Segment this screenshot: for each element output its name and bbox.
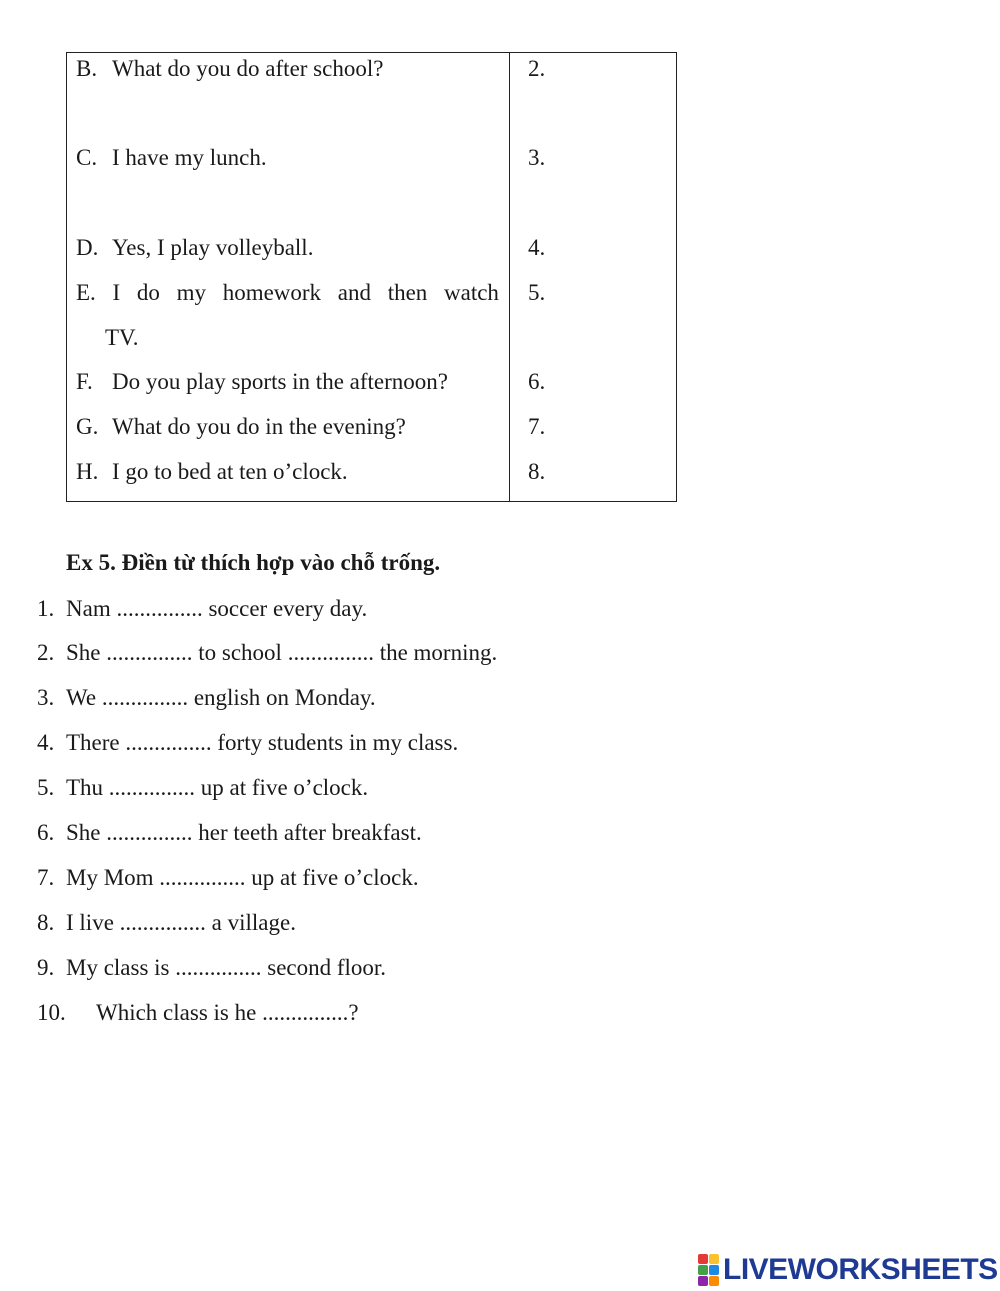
exercise-heading: Ex 5. Điền từ thích hợp vào chỗ trống. bbox=[66, 550, 441, 575]
item-text: There ............... forty students in my class. bbox=[66, 730, 459, 755]
item-text: Nam ............... soccer every day. bbox=[66, 596, 368, 621]
exercise-item bbox=[37, 998, 359, 1028]
exercise-item bbox=[37, 638, 497, 668]
row-text: What do you do after school? bbox=[112, 56, 384, 81]
exercise-item bbox=[37, 728, 458, 758]
logo-text: LIVEWORKSHEETS bbox=[723, 1253, 998, 1286]
item-text: Thu ............... up at five o’clock. bbox=[66, 775, 369, 800]
row-text-continuation: TV. bbox=[105, 325, 139, 350]
exercise-item bbox=[37, 863, 419, 893]
logo-block bbox=[709, 1265, 719, 1275]
item-text: My Mom ............... up at five o’clock. bbox=[66, 865, 419, 890]
row-letter: E. bbox=[76, 280, 96, 305]
row-number: 6. bbox=[528, 369, 546, 394]
table-row-e bbox=[76, 278, 499, 308]
logo-blocks-icon bbox=[698, 1254, 719, 1286]
table-row-g bbox=[76, 412, 406, 442]
item-text: Which class is he ...............? bbox=[96, 1000, 359, 1025]
item-number: 10. bbox=[37, 1000, 66, 1025]
exercise-item bbox=[37, 594, 367, 624]
exercise-item bbox=[37, 908, 296, 938]
item-text: My class is ............... second floor. bbox=[66, 955, 387, 980]
row-text: I have my lunch. bbox=[112, 145, 267, 170]
row-letter: C. bbox=[76, 145, 98, 170]
table-row-d bbox=[76, 233, 313, 263]
row-letter: D. bbox=[76, 235, 99, 260]
logo-block bbox=[709, 1254, 719, 1264]
row-letter: B. bbox=[76, 56, 98, 81]
row-word: then bbox=[387, 280, 428, 305]
item-number: 3. bbox=[37, 685, 55, 710]
item-text: We ............... english on Monday. bbox=[66, 685, 376, 710]
row-number: 7. bbox=[528, 414, 546, 439]
row-word: I bbox=[112, 280, 121, 305]
item-number: 9. bbox=[37, 955, 55, 980]
matching-table bbox=[66, 52, 677, 502]
logo-block bbox=[698, 1276, 708, 1286]
table-row-f bbox=[76, 367, 448, 397]
item-number: 7. bbox=[37, 865, 55, 890]
logo-block bbox=[698, 1265, 708, 1275]
row-number: 2. bbox=[528, 56, 546, 81]
item-text: I live ............... a village. bbox=[66, 910, 296, 935]
row-letter: H. bbox=[76, 459, 99, 484]
column-divider bbox=[509, 53, 510, 501]
exercise-item bbox=[37, 953, 386, 983]
row-number: 4. bbox=[528, 235, 546, 260]
row-text: Do you play sports in the afternoon? bbox=[112, 369, 448, 394]
table-row-c bbox=[76, 143, 267, 173]
row-word: my bbox=[176, 280, 206, 305]
liveworksheets-logo bbox=[698, 1254, 998, 1286]
row-text: I go to bed at ten o’clock. bbox=[112, 459, 348, 484]
item-text: She ............... her teeth after breakfast. bbox=[66, 820, 422, 845]
row-word: do bbox=[136, 280, 160, 305]
row-number: 3. bbox=[528, 145, 546, 170]
row-number: 8. bbox=[528, 459, 546, 484]
exercise-item bbox=[37, 683, 376, 713]
item-text: She ............... to school ............... the morning. bbox=[66, 640, 498, 665]
item-number: 4. bbox=[37, 730, 55, 755]
row-word: homework bbox=[222, 280, 322, 305]
table-row-b bbox=[76, 54, 383, 84]
row-letter: G. bbox=[76, 414, 99, 439]
exercise-item bbox=[37, 818, 422, 848]
item-number: 2. bbox=[37, 640, 55, 665]
row-text: Yes, I play volleyball. bbox=[112, 235, 314, 260]
table-row-h bbox=[76, 457, 348, 487]
row-word: and bbox=[337, 280, 371, 305]
row-word: watch bbox=[444, 280, 499, 305]
logo-block bbox=[698, 1254, 708, 1264]
item-number: 8. bbox=[37, 910, 55, 935]
item-number: 5. bbox=[37, 775, 55, 800]
item-number: 6. bbox=[37, 820, 55, 845]
logo-block bbox=[709, 1276, 719, 1286]
item-number: 1. bbox=[37, 596, 55, 621]
row-letter: F. bbox=[76, 369, 93, 394]
row-text: What do you do in the evening? bbox=[112, 414, 406, 439]
row-number: 5. bbox=[528, 280, 546, 305]
exercise-item bbox=[37, 773, 368, 803]
